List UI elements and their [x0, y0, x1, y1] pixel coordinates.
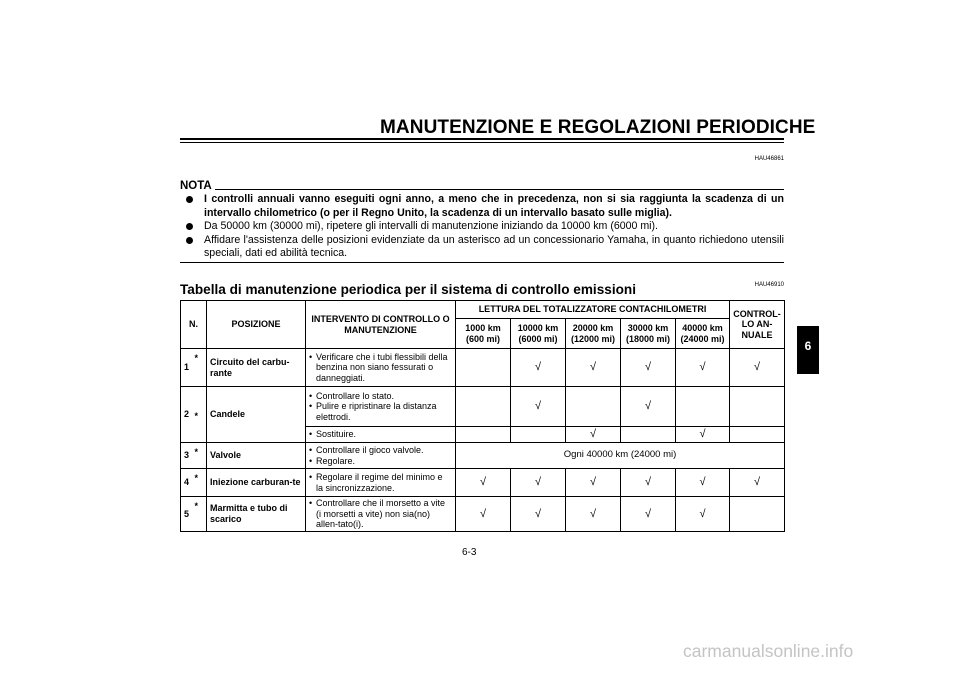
- check-mark: √: [676, 427, 730, 443]
- maintenance-table: [180, 300, 785, 532]
- check-mark: √: [566, 469, 621, 497]
- table-row: 5 * Marmitta e tubo di scarico • Controllare che il morsetto a vite (i morsetti a vite) non sia(no) allen-tato(i). √ √ √ √ √: [181, 497, 785, 532]
- table-row: • Sostituire. √ √: [181, 427, 785, 443]
- check-mark: √: [730, 349, 785, 387]
- bullet-icon: [186, 237, 193, 244]
- nota-label: NOTA: [180, 180, 212, 192]
- table-row: 2 * Candele • Controllare lo stato. • Pulire e ripristinare la distanza elettrodi. √ √: [181, 387, 785, 427]
- nota-item: I controlli annuali vanno eseguiti ogni anno, a meno che in precedenza, non si sia raggiunta la scadenza di un intervallo chilometrico (o per il Regno Unito, la scadenza di un intervallo basato sulle miglia).: [186, 193, 784, 220]
- check-mark: √: [456, 469, 511, 497]
- interval-note: Ogni 40000 km (24000 mi): [456, 443, 785, 469]
- nota-item: Affidare l'assistenza delle posizioni evidenziate da un asterisco ad un concessionario Yamaha, in quanto richiedono utensili speciali, dati ed abilità tecnica.: [186, 234, 784, 261]
- header-km-1000: 1000 km (600 mi): [456, 319, 511, 349]
- check-mark: √: [511, 349, 566, 387]
- nota-rule: [215, 189, 784, 190]
- check-mark: √: [676, 349, 730, 387]
- check-mark: √: [621, 469, 676, 497]
- bullet-icon: [186, 223, 193, 230]
- nota-reference-code: HAU46861: [754, 156, 784, 162]
- header-n: N.: [181, 301, 207, 349]
- check-mark: √: [566, 497, 621, 532]
- header-lettura: LETTURA DEL TOTALIZZATORE CONTACHILOMETRI: [456, 301, 730, 319]
- header-km-10000: 10000 km (6000 mi): [511, 319, 566, 349]
- page-title: MANUTENZIONE E REGOLAZIONI PERIODICHE: [380, 117, 816, 138]
- nota-end-rule: [180, 262, 784, 263]
- check-mark: √: [456, 497, 511, 532]
- section-reference-code: HAU46910: [754, 282, 784, 288]
- nota-item: Da 50000 km (30000 mi), ripetere gli intervalli di manutenzione iniziando da 10000 km (6000 mi).: [186, 220, 784, 234]
- check-mark: √: [511, 469, 566, 497]
- check-mark: √: [621, 497, 676, 532]
- table-row: 1 * Circuito del carbu-rante • Verificare che i tubi flessibili della benzina non siano fessurati o danneggiati. √ √ √ √ √: [181, 349, 785, 387]
- header-controllo-annuale: CONTROL-LO AN-NUALE: [730, 301, 785, 349]
- check-mark: √: [676, 469, 730, 497]
- table-row: 4 * Iniezione carburan-te • Regolare il regime del minimo e la sincronizzazione. √ √ √ √ √ √: [181, 469, 785, 497]
- title-rule-thin: [180, 142, 784, 143]
- check-mark: √: [730, 469, 785, 497]
- section-title: Tabella di manutenzione periodica per il sistema di controllo emissioni: [180, 282, 636, 297]
- check-mark: √: [621, 349, 676, 387]
- check-mark: √: [566, 349, 621, 387]
- header-intervento: INTERVENTO DI CONTROLLO O MANUTENZIONE: [306, 301, 456, 349]
- check-mark: √: [676, 497, 730, 532]
- header-km-40000: 40000 km (24000 mi): [676, 319, 730, 349]
- table-row: 3 * Valvole • Controllare il gioco valvole. • Regolare. Ogni 40000 km (24000 mi): [181, 443, 785, 469]
- chapter-tab: 6: [797, 326, 819, 374]
- nota-list: [186, 193, 784, 261]
- header-km-20000: 20000 km (12000 mi): [566, 319, 621, 349]
- header-km-30000: 30000 km (18000 mi): [621, 319, 676, 349]
- watermark-text: carmanualsonline.info: [683, 641, 854, 661]
- check-mark: √: [511, 387, 566, 427]
- header-posizione: POSIZIONE: [207, 301, 306, 349]
- check-mark: √: [621, 387, 676, 427]
- title-rule-thick: [180, 138, 784, 140]
- check-mark: √: [566, 427, 621, 443]
- bullet-icon: [186, 196, 193, 203]
- check-mark: √: [511, 497, 566, 532]
- page-number: 6-3: [462, 547, 477, 558]
